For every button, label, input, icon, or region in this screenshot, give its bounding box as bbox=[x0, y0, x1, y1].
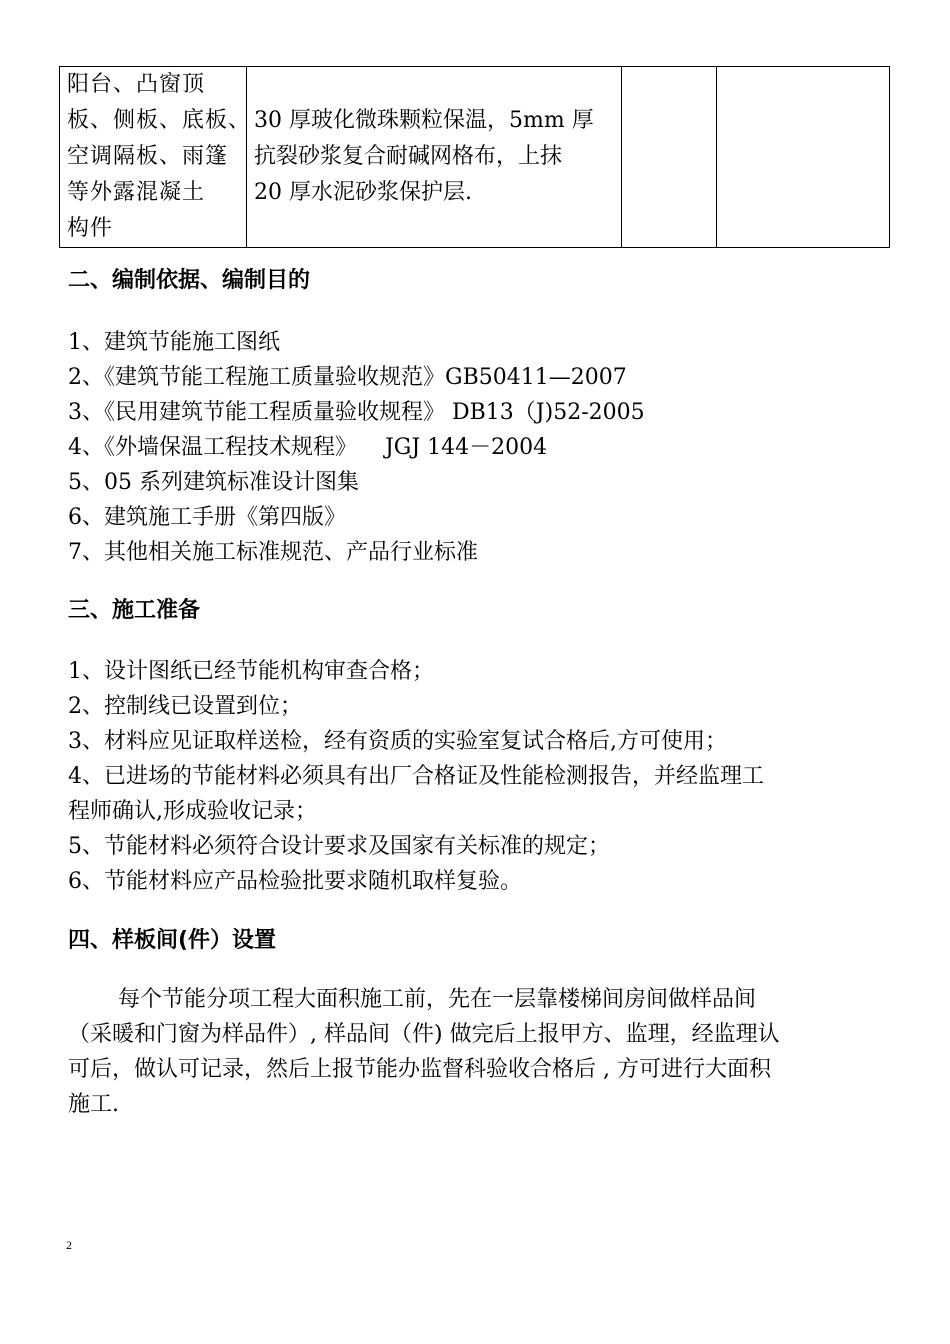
paragraph-line: 可后，做认可记录，然后上报节能办监督科验收合格后 , 方可进行大面积 bbox=[68, 1057, 771, 1082]
list-item: 4、《外墙保温工程技术规程》 JGJ 144－2004 bbox=[68, 435, 548, 460]
list-item: 1、设计图纸已经节能机构审查合格； bbox=[68, 659, 434, 684]
empty-cell bbox=[717, 67, 890, 248]
list-item: 2、《建筑节能工程施工质量验收规范》GB50411—2007 bbox=[68, 365, 627, 390]
page-number: 2 bbox=[66, 1238, 72, 1252]
list-item: 5、05 系列建筑标准设计图集 bbox=[68, 470, 359, 495]
list-item: 6、建筑施工手册《第四版》 bbox=[68, 505, 346, 530]
location-line: 构件 bbox=[67, 216, 114, 241]
method-line: 30 厚玻化微珠颗粒保温，5mm 厚 bbox=[254, 108, 594, 133]
section-heading: 四、样板间(件）设置 bbox=[68, 928, 277, 953]
section-heading: 三、施工准备 bbox=[68, 598, 201, 623]
empty-cell bbox=[622, 67, 717, 248]
list-item: 1、建筑节能施工图纸 bbox=[68, 330, 280, 355]
list-item: 4、已进场的节能材料必须具有出厂合格证及性能检测报告，并经监理工 bbox=[68, 764, 764, 789]
location-line: 空调隔板、雨篷 bbox=[67, 144, 229, 169]
section-heading: 二、编制依据、编制目的 bbox=[68, 268, 311, 293]
list-item: 6、节能材料应产品检验批要求随机取样复验。 bbox=[68, 869, 522, 894]
paragraph-line: 施工. bbox=[68, 1092, 119, 1117]
preparation-list bbox=[68, 654, 764, 899]
method-line: 抗裂砂浆复合耐碱网格布，上抹 bbox=[254, 144, 563, 169]
list-item: 3、材料应见证取样送检，经有资质的实验室复试合格后,方可使用； bbox=[68, 729, 727, 754]
paragraph-line: 每个节能分项工程大面积施工前，先在一层靠楼梯间房间做样品间 bbox=[118, 987, 757, 1012]
body-paragraph bbox=[68, 982, 888, 1122]
spec-table bbox=[59, 66, 890, 248]
location-line: 等外露混凝土 bbox=[67, 180, 206, 205]
list-item: 7、其他相关施工标准规范、产品行业标准 bbox=[68, 540, 478, 565]
list-item: 2、控制线已设置到位； bbox=[68, 694, 302, 719]
paragraph-line: （采暖和门窗为样品件）, 样品间（件) 做完后上报甲方、监理，经监理认 bbox=[68, 1022, 780, 1047]
method-cell bbox=[247, 67, 622, 248]
location-cell bbox=[60, 67, 252, 248]
list-item: 3、《民用建筑节能工程质量验收规程》 DB13（J)52-2005 bbox=[68, 400, 645, 425]
basis-list bbox=[68, 325, 645, 570]
method-line: 20 厚水泥砂浆保护层. bbox=[254, 180, 472, 205]
location-line: 板、侧板、底板、 bbox=[67, 108, 252, 133]
list-item: 程师确认,形成验收记录； bbox=[68, 799, 317, 824]
list-item: 5、节能材料必须符合设计要求及国家有关标准的规定； bbox=[68, 834, 610, 859]
location-line: 阳台、凸窗顶 bbox=[67, 72, 206, 97]
table-row bbox=[60, 67, 890, 248]
